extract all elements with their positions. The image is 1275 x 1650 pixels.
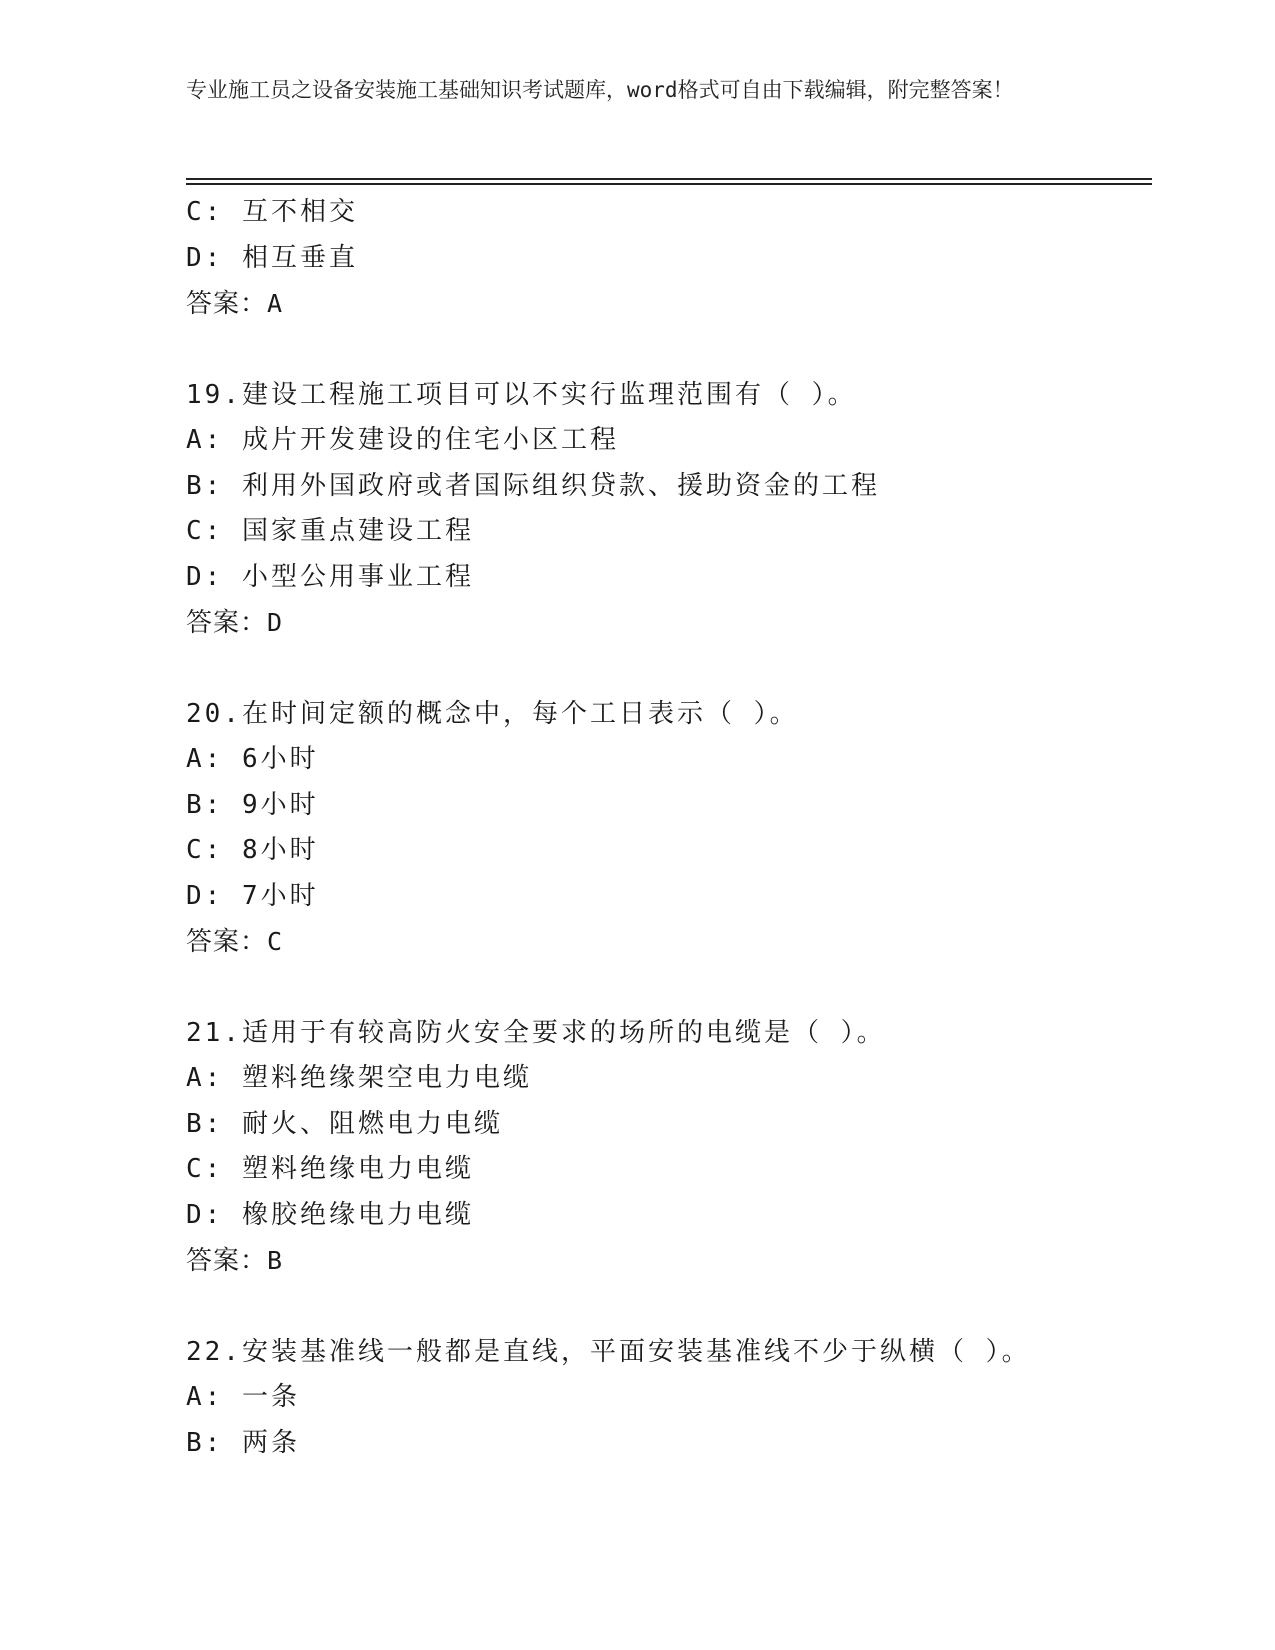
question-list [186, 190, 1152, 1466]
option-b [186, 464, 1152, 510]
option-c [186, 828, 1152, 874]
question-number: 20. [186, 698, 242, 729]
option-text: 一条 [241, 1382, 300, 1412]
option-label: B: [186, 470, 224, 501]
option-a [186, 737, 1152, 783]
option-text: 6小时 [241, 744, 319, 774]
option-a [186, 1056, 1152, 1102]
answer-label: 答案： [186, 927, 268, 957]
answer-label: 答案： [186, 608, 268, 638]
option-d [186, 1193, 1152, 1239]
question-number: 21. [186, 1017, 242, 1048]
answer-label: 答案： [186, 289, 268, 319]
question-stem [186, 1330, 1152, 1376]
option-text: 塑料绝缘架空电力电缆 [241, 1063, 532, 1093]
option-text: 8小时 [241, 835, 319, 865]
option-text: 9小时 [241, 789, 319, 820]
option-label: B: [186, 1108, 224, 1139]
option-b [186, 783, 1152, 829]
option-c [186, 190, 1152, 236]
answer-label: 答案： [186, 1246, 268, 1276]
answer-value: D [267, 608, 284, 637]
option-d [186, 555, 1152, 601]
option-a [186, 1375, 1152, 1421]
option-label: C: [186, 197, 224, 227]
answer-line [186, 1238, 1152, 1284]
option-text: 国家重点建设工程 [241, 516, 474, 546]
option-text: 互不相交 [241, 197, 358, 227]
option-d [186, 236, 1152, 282]
option-label: A: [186, 744, 224, 774]
question-stem [186, 692, 1152, 738]
option-label: D: [186, 880, 224, 911]
option-label: C: [186, 1154, 224, 1184]
option-label: A: [186, 1382, 224, 1412]
question-text: 适用于有较高防火安全要求的场所的电缆是（ ）。 [241, 1017, 886, 1048]
option-label: A: [186, 425, 224, 455]
option-text: 利用外国政府或者国际组织贷款、援助资金的工程 [241, 470, 880, 501]
question-stem [186, 373, 1152, 419]
question-number: 19. [186, 379, 242, 410]
answer-line [186, 281, 1152, 327]
answer-value: B [267, 1246, 284, 1275]
answer-value: C [267, 927, 284, 956]
answer-line [186, 919, 1152, 965]
option-text: 橡胶绝缘电力电缆 [241, 1199, 474, 1230]
answer-line [186, 600, 1152, 646]
option-text: 耐火、阻燃电力电缆 [241, 1108, 503, 1139]
question-text: 建设工程施工项目可以不实行监理范围有（ ）。 [241, 379, 857, 410]
option-text: 相互垂直 [241, 242, 358, 273]
option-c [186, 1147, 1152, 1193]
header-rule-bottom [186, 183, 1152, 185]
document-header: 专业施工员之设备安装施工基础知识考试题库，word格式可自由下载编辑，附完整答案！ [186, 78, 1014, 102]
option-text: 成片开发建设的住宅小区工程 [241, 425, 619, 455]
option-b [186, 1421, 1152, 1467]
option-c [186, 509, 1152, 555]
header-rule-top [186, 178, 1152, 180]
option-label: B: [186, 789, 224, 820]
question-stem [186, 1011, 1152, 1057]
option-a [186, 418, 1152, 464]
option-d [186, 874, 1152, 920]
option-label: B: [186, 1427, 224, 1458]
option-label: C: [186, 516, 224, 546]
option-label: D: [186, 561, 224, 592]
option-text: 小型公用事业工程 [241, 561, 474, 592]
option-label: A: [186, 1063, 224, 1093]
answer-value: A [267, 289, 284, 318]
option-text: 塑料绝缘电力电缆 [241, 1154, 474, 1184]
option-label: D: [186, 1199, 224, 1230]
option-text: 7小时 [241, 880, 319, 911]
option-text: 两条 [241, 1427, 300, 1458]
option-b [186, 1102, 1152, 1148]
question-text: 在时间定额的概念中，每个工日表示（ ）。 [241, 698, 799, 729]
option-label: D: [186, 242, 224, 273]
question-text: 安装基准线一般都是直线，平面安装基准线不少于纵横（ ）。 [241, 1336, 1031, 1367]
option-label: C: [186, 835, 224, 865]
question-number: 22. [186, 1336, 242, 1367]
